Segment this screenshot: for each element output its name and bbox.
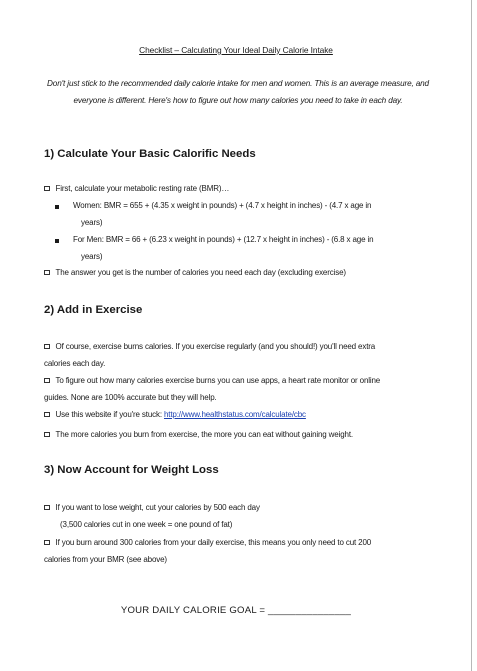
checklist-item-answer: The answer you get is the number of calories you need each day (excluding exercise) xyxy=(44,265,346,282)
checklist-item-bmr: First, calculate your metabolic resting rate (BMR)… xyxy=(44,181,229,198)
formula-men-line-1: For Men: BMR = 66 + (6.23 x weight in pounds) + (12.7 x height in inches) - (6.8 x age in xyxy=(73,235,374,244)
bullet-icon xyxy=(55,239,59,243)
checklist-item-figure-out: To figure out how many calories exercise burns you can use apps, a heart rate monitor or online xyxy=(44,373,380,390)
checklist-item-lose-weight: If you want to lose weight, cut your calories by 500 each day xyxy=(44,500,260,517)
website-link[interactable]: http://www.healthstatus.com/calculate/cbc xyxy=(163,410,306,419)
checkbox-icon[interactable] xyxy=(44,432,50,438)
checklist-item-more-calories: The more calories you burn from exercise, the more you can eat without gaining weight. xyxy=(44,427,353,444)
checkbox-icon[interactable] xyxy=(44,186,50,192)
checkbox-icon[interactable] xyxy=(44,540,50,546)
checkbox-icon[interactable] xyxy=(44,378,50,384)
checklist-item-exercise: Of course, exercise burns calories. If you exercise regularly (and you should!) you'll need extra xyxy=(44,339,375,356)
checklist-item-burn: If you burn around 300 calories from your daily exercise, this means you only need to cut 200 xyxy=(44,535,371,552)
formula-men-line-2: years) xyxy=(81,252,103,261)
checklist-item-burn-cont: calories from your BMR (see above) xyxy=(44,555,167,564)
checkbox-icon[interactable] xyxy=(44,412,50,418)
section-2-heading: 2) Add in Exercise xyxy=(44,304,143,316)
bullet-icon xyxy=(55,205,59,209)
section-3-heading: 3) Now Account for Weight Loss xyxy=(44,464,219,476)
intro-paragraph: Don't just stick to the recommended daily calorie intake for men and women. This is an average measure, and everyone is different. Here's how to figure out how many calories you need to take in each day. xyxy=(47,79,429,105)
formula-women-line-2: years) xyxy=(81,218,103,227)
section-1-heading: 1) Calculate Your Basic Calorific Needs xyxy=(44,148,256,160)
checklist-item-figure-out-cont: guides. None are 100% accurate but they will help. xyxy=(44,393,217,402)
checklist-item-website: Use this website if you're stuck: http://www.healthstatus.com/calculate/cbc xyxy=(44,407,306,424)
checkbox-icon[interactable] xyxy=(44,270,50,276)
document-title: Checklist – Calculating Your Ideal Daily Calorie Intake xyxy=(139,45,333,55)
checkbox-icon[interactable] xyxy=(44,505,50,511)
checklist-item-exercise-cont: calories each day. xyxy=(44,359,106,368)
formula-women-line-1: Women: BMR = 655 + (4.35 x weight in pounds) + (4.7 x height in inches) - (4.7 x age in xyxy=(73,201,372,210)
daily-calorie-goal[interactable]: YOUR DAILY CALORIE GOAL = _______________ xyxy=(120,605,352,616)
calorie-fat-note: (3,500 calories cut in one week = one pound of fat) xyxy=(60,520,233,529)
checkbox-icon[interactable] xyxy=(44,344,50,350)
